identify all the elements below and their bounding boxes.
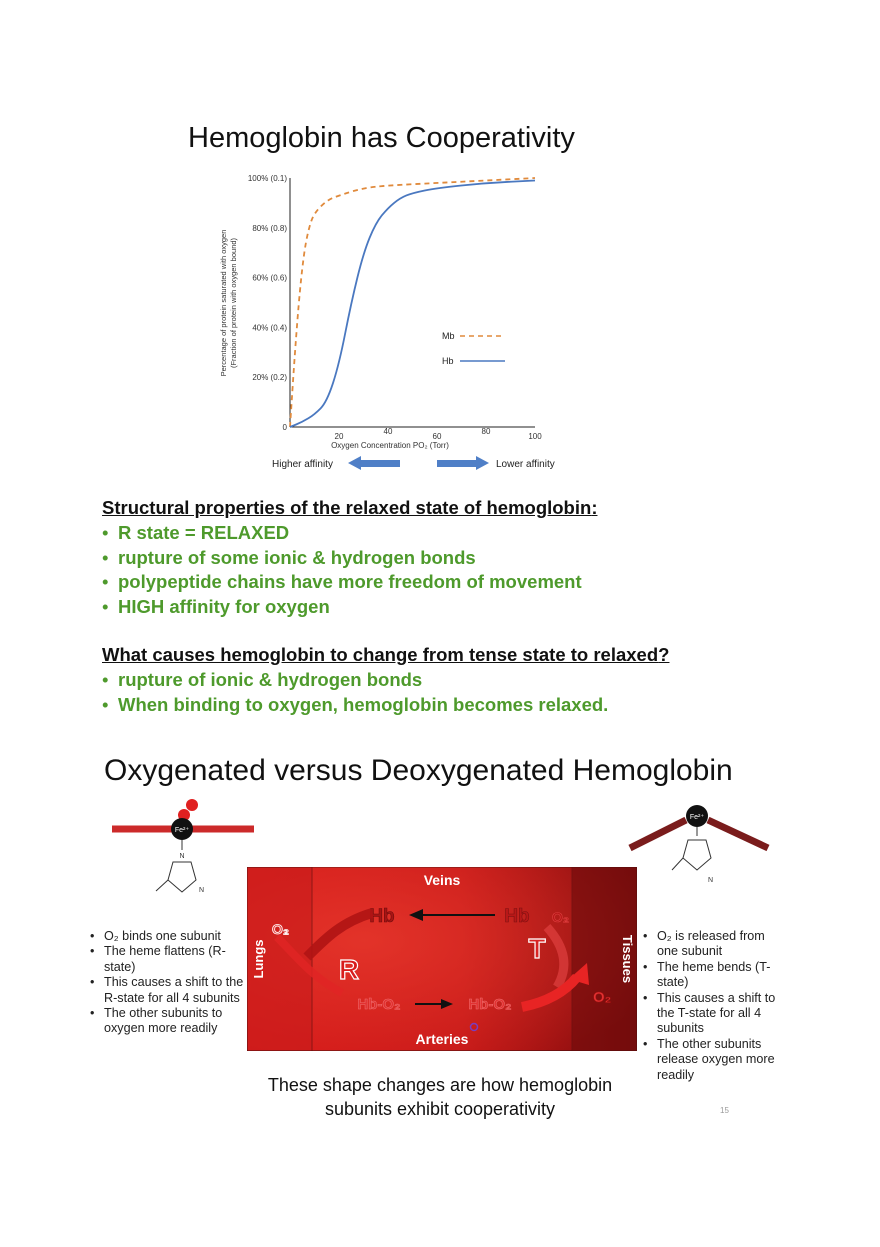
hb-label-right: Hb — [504, 906, 530, 927]
oxygenated-notes — [88, 929, 248, 1037]
y-tick-label: 100% (0.1) — [247, 174, 287, 183]
y-tick-label: 40% (0.4) — [252, 323, 287, 333]
lower-affinity-label: Lower affinity — [496, 459, 555, 470]
t-state-label: T — [528, 933, 546, 964]
legend-label-hb: Hb — [442, 356, 454, 366]
relaxed-heading-text: Structural properties of the relaxed state of hemoglobin — [102, 497, 592, 518]
higher-affinity-label: Higher affinity — [272, 459, 333, 470]
list-item: • HIGH affinity for oxygen — [102, 595, 582, 620]
o2-label-tissues: O₂ — [593, 989, 612, 1006]
x-axis-title: Oxygen Concentration PO₂ (Torr) — [331, 441, 449, 450]
series-line-mb — [290, 178, 535, 427]
oxygen-saturation-chart — [180, 165, 580, 475]
histidine-ring-icon — [683, 840, 711, 870]
list-item: • This causes a shift to the T-state for all 4 subunits — [641, 991, 787, 1037]
deoxygenated-heme-illustration — [624, 800, 774, 900]
hb-label-left: Hb — [369, 906, 395, 927]
right-arrow-icon — [437, 456, 489, 470]
fe-label: Fe²⁺ — [174, 827, 190, 834]
list-item: • This causes a shift to the R-state for all 4 subunits — [88, 975, 248, 1006]
legend-label-mb: Mb — [442, 331, 455, 341]
x-tick-label: 60 — [432, 432, 442, 441]
circulation-diagram — [247, 867, 637, 1051]
y-tick-label: 80% (0.8) — [252, 223, 287, 233]
slide1-title: Hemoglobin has Cooperativity — [188, 122, 575, 154]
list-item: • The other subunits to oxygen more readily — [88, 1006, 248, 1037]
n-label-top: N — [179, 853, 185, 860]
arteries-label: Arteries — [415, 1031, 469, 1047]
list-item: • rupture of ionic & hydrogen bonds — [102, 668, 608, 693]
slide-number: 15 — [720, 1106, 729, 1115]
list-item: • When binding to oxygen, hemoglobin becomes relaxed. — [102, 693, 608, 718]
caption-line-2: subunits exhibit cooperativity — [324, 1099, 556, 1119]
y-axis-title: Percentage of protein saturated with oxygen — [219, 229, 228, 377]
list-item: • O₂ is released from one subunit — [641, 929, 787, 960]
tense-list — [102, 668, 608, 717]
x-tick-label: 40 — [383, 427, 393, 436]
list-item: • The heme flattens (R-state) — [88, 944, 248, 975]
o2-label-veins: O₂ — [552, 909, 570, 925]
y-tick-label: 0 — [282, 423, 287, 432]
list-item: • R state = RELAXED — [102, 521, 582, 546]
o2-label-lungs: O₂ — [272, 921, 290, 937]
list-item: • The other subunits release oxygen more readily — [641, 1037, 787, 1083]
list-item: • O₂ binds one subunit — [88, 929, 248, 944]
x-tick-label: 20 — [334, 432, 344, 441]
fe-label-right: Fe²⁺ — [689, 814, 705, 821]
tissues-label: Tissues — [620, 934, 635, 984]
list-item: • polypeptide chains have more freedom of movement — [102, 570, 582, 595]
relaxed-heading — [102, 497, 597, 519]
hbo2-label-right: Hb-O₂ — [468, 996, 512, 1013]
deoxygenated-notes — [641, 929, 787, 1083]
x-tick-label: 80 — [481, 427, 491, 436]
tense-heading — [102, 644, 669, 666]
hbo2-label-left: Hb-O₂ — [357, 996, 401, 1013]
r-state-label: R — [338, 954, 360, 985]
y-tick-label: 20% (0.2) — [252, 373, 287, 383]
y-tick-label: 60% (0.6) — [252, 273, 287, 283]
bent-heme-bar-left — [630, 820, 686, 848]
oxygenated-heme-illustration — [108, 792, 258, 902]
list-item: • The heme bends (T-state) — [641, 960, 787, 991]
veins-label: Veins — [423, 872, 461, 888]
bent-heme-bar-right — [708, 820, 768, 848]
relaxed-list — [102, 521, 582, 619]
slide2-title: Oxygenated versus Deoxygenated Hemoglobin — [104, 754, 733, 787]
tense-heading-question: ? — [658, 644, 670, 665]
left-arrow-icon — [348, 456, 400, 470]
slide2-caption — [215, 1073, 665, 1121]
series-line-hb — [290, 180, 535, 427]
relaxed-heading-colon: : — [591, 497, 598, 518]
n-label-bottom: N — [199, 887, 205, 894]
caption-line-1: These shape changes are how hemoglobin — [267, 1075, 613, 1095]
y-axis-title-2: (Fraction of protein with oxygen bound) — [229, 237, 238, 369]
x-tick-label: 100 — [528, 432, 542, 441]
lungs-label: Lungs — [251, 939, 266, 979]
list-item: • rupture of some ionic & hydrogen bonds — [102, 546, 582, 571]
tense-heading-text: What causes hemoglobin to change from tense state to relaxed — [102, 644, 659, 665]
n-label-right: N — [708, 877, 714, 884]
histidine-ring-icon — [168, 862, 196, 892]
oxygen-atom-icon — [186, 799, 198, 811]
